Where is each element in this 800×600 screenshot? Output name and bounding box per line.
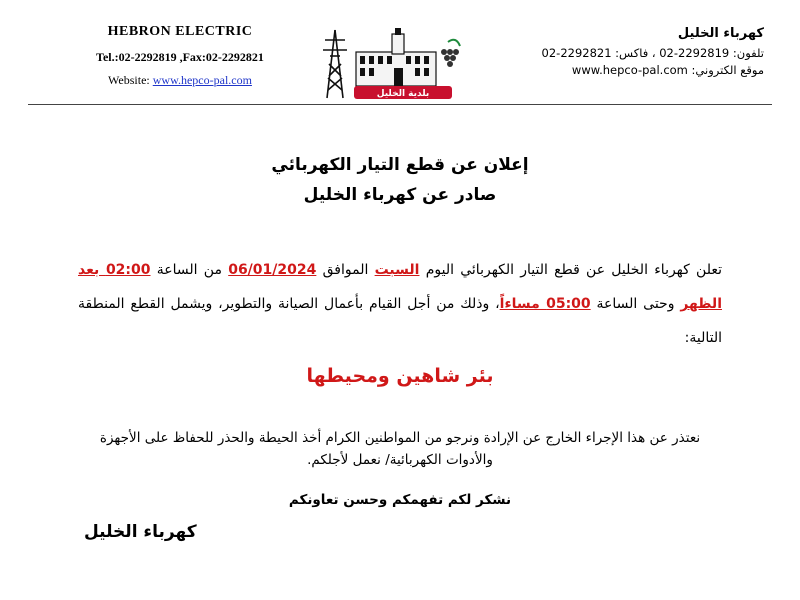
body-text-5: ، وذلك من أجل القيام بأعمال الصيانة والتطوير، ويشمل القطع المنطقة التالية: bbox=[78, 296, 722, 346]
website-line-english bbox=[80, 73, 280, 88]
header-english bbox=[80, 24, 280, 88]
body-text-2: الموافق bbox=[316, 262, 375, 278]
contact-english: Tel.:02-2292819 ,Fax:02-2292821 bbox=[96, 50, 264, 64]
building-icon bbox=[356, 28, 436, 86]
logo-banner-text: بلدية الخليل bbox=[376, 89, 430, 99]
contact-arabic: تلفون: 2292819-02 ، فاكس: 2292821-02 bbox=[541, 46, 764, 60]
power-tower-icon bbox=[323, 30, 347, 98]
company-name-english: HEBRON ELECTRIC bbox=[107, 24, 253, 39]
website-link[interactable]: www.hepco-pal.com bbox=[152, 73, 252, 87]
signature: كهرباء الخليل bbox=[84, 522, 197, 542]
company-name-arabic: كهرباء الخليل bbox=[677, 26, 764, 41]
body-text-3: من الساعة bbox=[150, 262, 229, 278]
outage-end-time: 05:00 مساءاً bbox=[499, 296, 591, 312]
website-arabic: موقع الكتروني: www.hepco-pal.com bbox=[571, 63, 764, 77]
apology-text: نعتذر عن هذا الإجراء الخارج عن الإرادة ونرجو من المواطنين الكرام أخذ الحيطة والحذر للحفاظ على الأجهزة والأدوات الكهربائية/ نعمل لأجلكم. bbox=[99, 430, 701, 468]
outage-date: 06/01/2024 bbox=[228, 262, 317, 278]
outage-start-time: 02:00 بعد الظهر bbox=[78, 262, 722, 312]
body-text-1: تعلن كهرباء الخليل عن قطع التيار الكهربائي اليوم bbox=[419, 262, 723, 278]
title-line-2: صادر عن كهرباء الخليل bbox=[303, 185, 497, 205]
affected-area: بئر شاهين ومحيطها bbox=[306, 365, 494, 387]
notice-body bbox=[78, 253, 722, 355]
grapes-icon bbox=[441, 40, 460, 67]
title-line-1: إعلان عن قطع التيار الكهربائي bbox=[271, 155, 529, 175]
outage-day: السبت bbox=[374, 262, 420, 278]
header-arabic bbox=[474, 26, 764, 77]
body-text-4: وحتى الساعة bbox=[590, 296, 681, 312]
header-divider bbox=[28, 104, 772, 105]
thanks-text: نشكر لكم تفهمكم وحسن تعاونكم bbox=[288, 492, 512, 508]
notice-title bbox=[0, 150, 800, 210]
company-logo bbox=[322, 26, 462, 102]
website-label: Website: bbox=[108, 73, 150, 87]
